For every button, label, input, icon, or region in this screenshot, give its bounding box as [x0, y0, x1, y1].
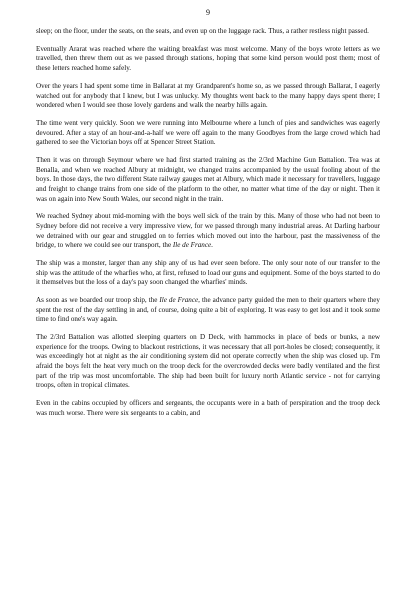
- paragraph-8-text: As soon as we boarded our troop ship, the: [36, 296, 160, 305]
- paragraph-5: Then it was on through Seymour where we had first started training as the 2/3rd Machine Gun Battalion. Tea was at Benalla, and when we reached Albury at midnight, we changed trains accompanied by the usual fooling about of the boys. In those days, the two different State railway gauges met at Albury, which made it necessary for travellers, luggage and freight to change trains from one side of the platform to the other, no matter what time of the day or night. Then it was on again into New South Wales, our second night in the train.: [36, 156, 380, 203]
- paragraph-8: [36, 296, 380, 325]
- paragraph-9: The 2/3rd Battalion was allotted sleeping quarters on D Deck, with hammocks in place of beds or bunks, a new experience for the troops. Owing to blackout restrictions, it was necessary that all port-holes be closed; consequently, it was exceedingly hot at night as the air conditioning system did not operate correctly when the ship was closed up. I'm afraid the boys felt the heat very much on the troop deck for the overcrowded decks were badly ventilated and the first part of the trip was most uncomfortable. The ship had been built for luxury north Atlantic service - not for carrying troops, often in tropical climates.: [36, 333, 380, 390]
- ship-name-italic: Ile de France: [159, 296, 199, 305]
- paragraph-10: Even in the cabins occupied by officers and sergeants, the occupants were in a bath of perspiration and the troop deck was much worse. There were six sergeants to a cabin, and: [36, 399, 380, 417]
- paragraph-3: Over the years I had spent some time in Ballarat at my Grandparent's home so, as we passed through Ballarat, I eagerly watched out for anybody that I knew, but I was unlucky. My thoughts went back to the many happy days spent there; I wondered when I would see those lovely gardens and walk the nearby hills again.: [36, 81, 380, 110]
- paragraph-6-text: We reached Sydney about mid-morning with the boys well sick of the train by this. Many of those who had not been to Sydney before did not receive a very impressive view, for we passed through many industrial areas. At Darling harbour we detrained with our gear and struggled on to ferries which moved out into the harbour, past the massiveness of the bridge, to where we could see our transport, the: [36, 212, 380, 250]
- ship-name-italic: Ile de France: [172, 241, 212, 250]
- paragraph-4: The time went very quickly. Soon we were running into Melbourne where a lunch of pies and sandwiches was eagerly devoured. After a stay of an hour-and-a-half we were off again to the many Goodbyes from the large crowd which had gathered to see the Victorian boys off at Spencer Street Station.: [36, 119, 380, 147]
- paragraph-6: [36, 212, 380, 250]
- paragraph-7: The ship was a monster, larger than any ship any of us had ever seen before. The only sour note of our transfer to the ship was the attitude of the wharfies who, at first, refused to load our guns and equipment. Some of the boys started to do it themselves but the loss of a day's pay soon changed the wharfies' minds.: [36, 259, 380, 287]
- page-number: 9: [206, 8, 210, 17]
- paragraph-8-end: , the advance party guided the men to their quarters where they spent the rest of the day settling in and, of course, doing quite a bit of exploring. It was easy to get lost and it took some time to find one's way again.: [36, 296, 380, 324]
- paragraph-1: sleep; on the floor, under the seats, on the seats, and even up on the luggage rack. Thus, a rather restless night passed.: [36, 27, 369, 35]
- paragraph-6-end: .: [211, 241, 213, 250]
- paragraph-2: Eventually Ararat was reached where the waiting breakfast was most welcome. Many of the boys wrote letters as we travelled, then threw them out as we passed through stations, hoping that some kind person would post them; most of these letters reached home safely.: [36, 44, 380, 73]
